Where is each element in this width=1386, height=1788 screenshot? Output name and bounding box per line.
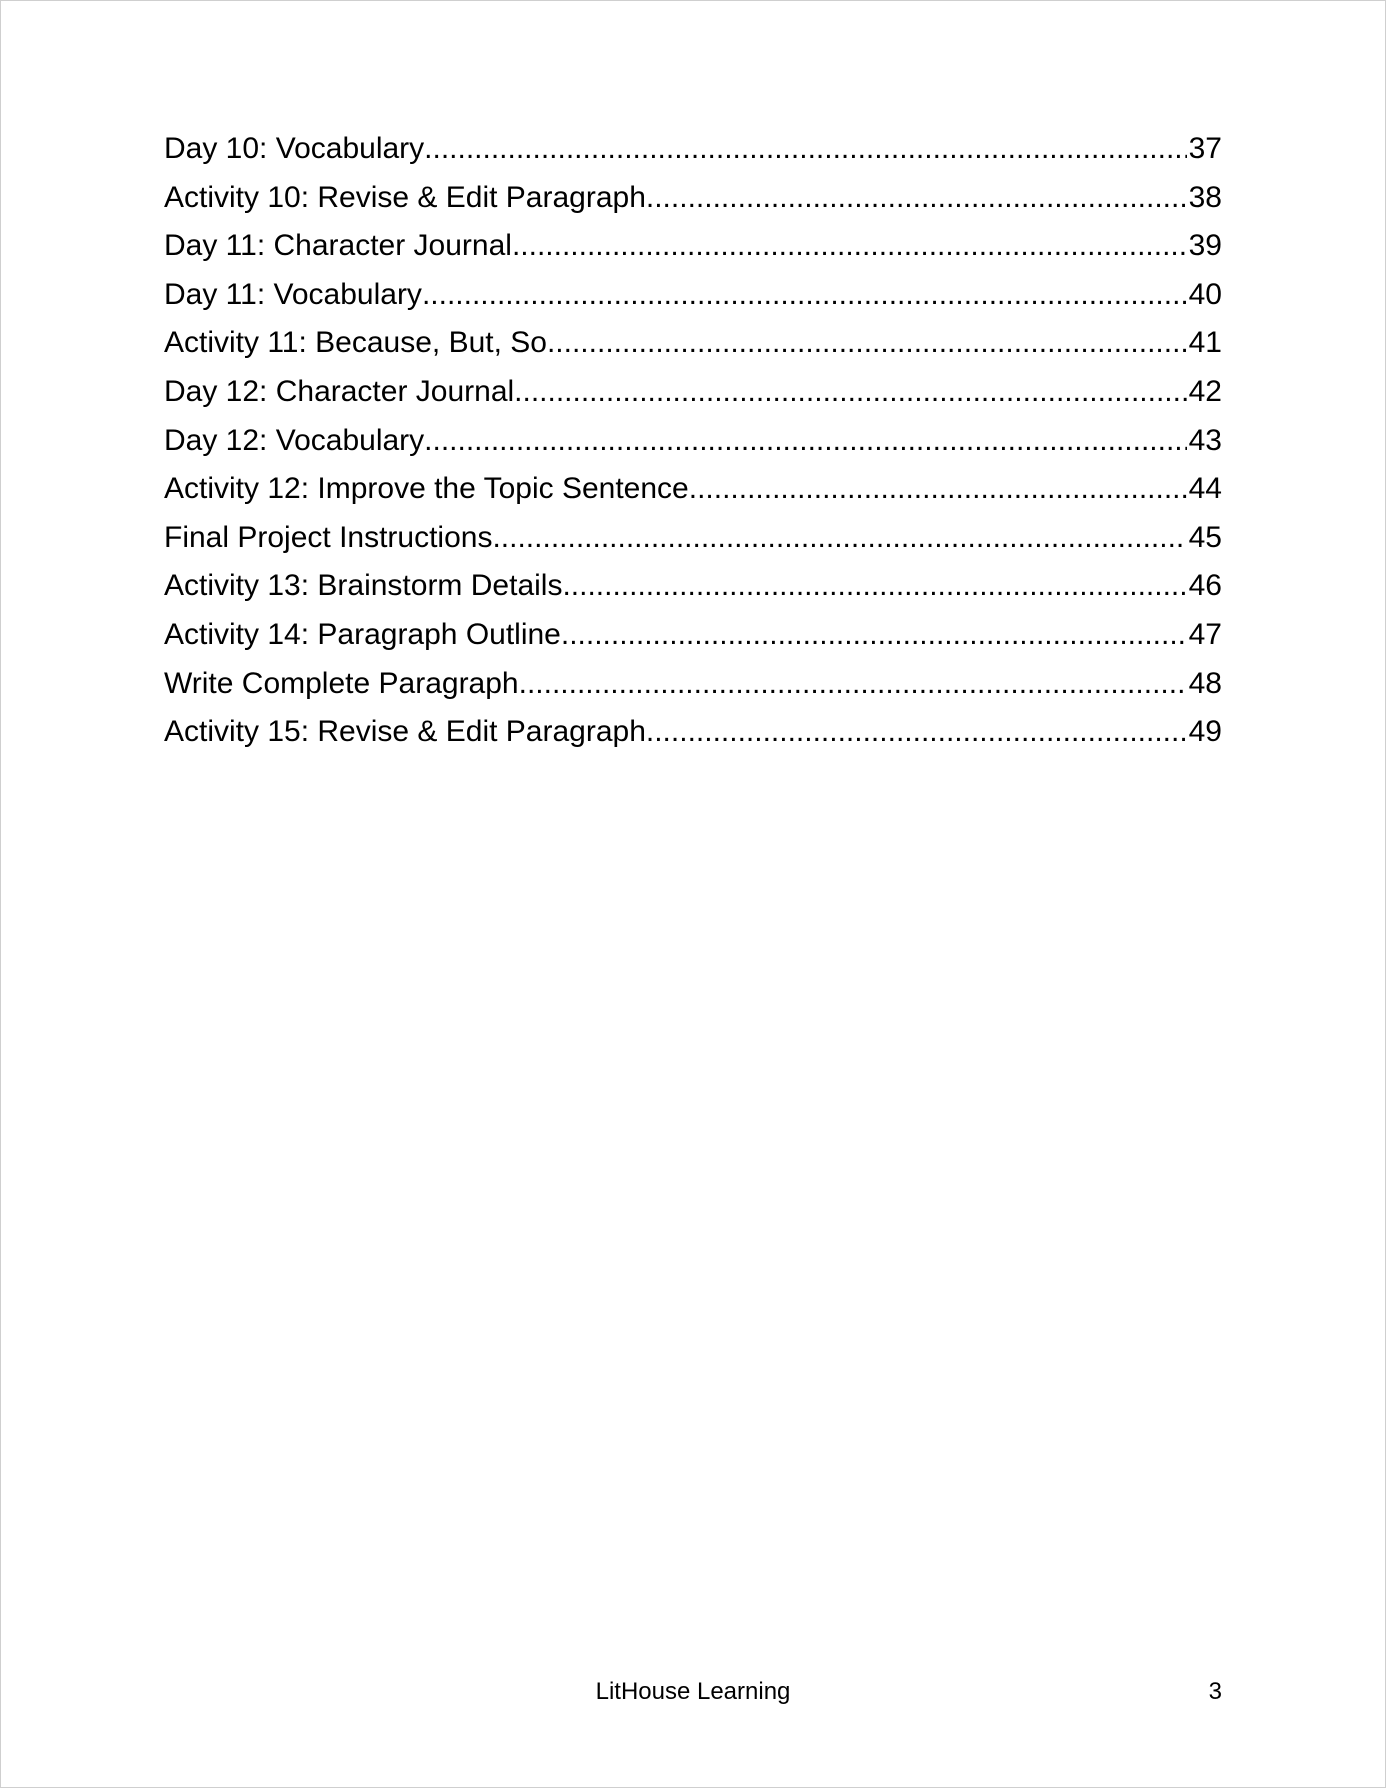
toc-dot-leader — [512, 222, 1187, 271]
toc-entry[interactable] — [164, 222, 1222, 271]
toc-entry-title: Write Complete Paragraph — [164, 666, 519, 700]
toc-entry[interactable] — [164, 514, 1222, 563]
toc-dot-leader — [646, 174, 1187, 223]
toc-entry-page: 49 — [1188, 715, 1222, 749]
toc-entry[interactable] — [164, 417, 1222, 466]
toc-entry[interactable] — [164, 125, 1222, 174]
footer-publisher: LitHouse Learning — [595, 1678, 791, 1705]
toc-entry-page: 48 — [1188, 666, 1222, 700]
toc-dot-leader — [689, 465, 1187, 514]
toc-entry-page: 46 — [1188, 569, 1222, 603]
toc-dot-leader — [646, 708, 1187, 757]
table-of-contents — [164, 125, 1222, 757]
toc-entry[interactable] — [164, 611, 1222, 660]
toc-entry-page: 40 — [1188, 277, 1222, 311]
toc-entry[interactable] — [164, 562, 1222, 611]
toc-entry-page: 44 — [1188, 472, 1222, 506]
toc-entry-title: Day 11: Vocabulary — [164, 277, 422, 311]
toc-entry-title: Activity 14: Paragraph Outline — [164, 617, 561, 651]
toc-dot-leader — [547, 319, 1187, 368]
toc-entry[interactable] — [164, 708, 1222, 757]
toc-entry-page: 47 — [1188, 617, 1222, 651]
toc-entry-title: Day 10: Vocabulary — [164, 132, 425, 165]
toc-entry-title: Day 12: Character Journal — [164, 374, 515, 408]
toc-entry-page: 45 — [1188, 520, 1222, 554]
toc-entry-page: 41 — [1188, 326, 1222, 360]
toc-entry[interactable] — [164, 174, 1222, 223]
toc-entry-title: Day 12: Vocabulary — [164, 423, 425, 457]
toc-entry[interactable] — [164, 319, 1222, 368]
toc-entry-title: Activity 12: Improve the Topic Sentence — [164, 472, 689, 506]
toc-entry-title: Activity 15: Revise & Edit Paragraph — [164, 715, 646, 749]
toc-entry[interactable] — [164, 271, 1222, 320]
toc-entry-title: Activity 13: Brainstorm Details — [164, 569, 563, 603]
toc-entry-page: 38 — [1188, 180, 1222, 214]
toc-dot-leader — [561, 611, 1187, 660]
toc-dot-leader — [424, 125, 1186, 174]
toc-dot-leader — [519, 660, 1187, 709]
toc-entry[interactable] — [164, 660, 1222, 709]
toc-dot-leader — [422, 271, 1187, 320]
toc-entry-title: Activity 10: Revise & Edit Paragraph — [164, 180, 646, 214]
toc-entry-title: Activity 11: Because, But, So — [164, 326, 547, 360]
toc-entry-page: 42 — [1188, 374, 1222, 408]
toc-dot-leader — [514, 368, 1186, 417]
toc-dot-leader — [492, 514, 1186, 563]
toc-entry-title: Day 11: Character Journal — [164, 229, 512, 263]
toc-entry-title: Final Project Instructions — [164, 520, 493, 554]
footer-page-number: 3 — [1208, 1678, 1222, 1705]
toc-entry[interactable] — [164, 368, 1222, 417]
toc-dot-leader — [424, 417, 1186, 466]
toc-entry-page: 39 — [1188, 229, 1222, 263]
toc-entry-page: 37 — [1188, 132, 1222, 165]
toc-dot-leader — [562, 562, 1186, 611]
toc-entry-page: 43 — [1188, 423, 1222, 457]
toc-entry[interactable] — [164, 465, 1222, 514]
